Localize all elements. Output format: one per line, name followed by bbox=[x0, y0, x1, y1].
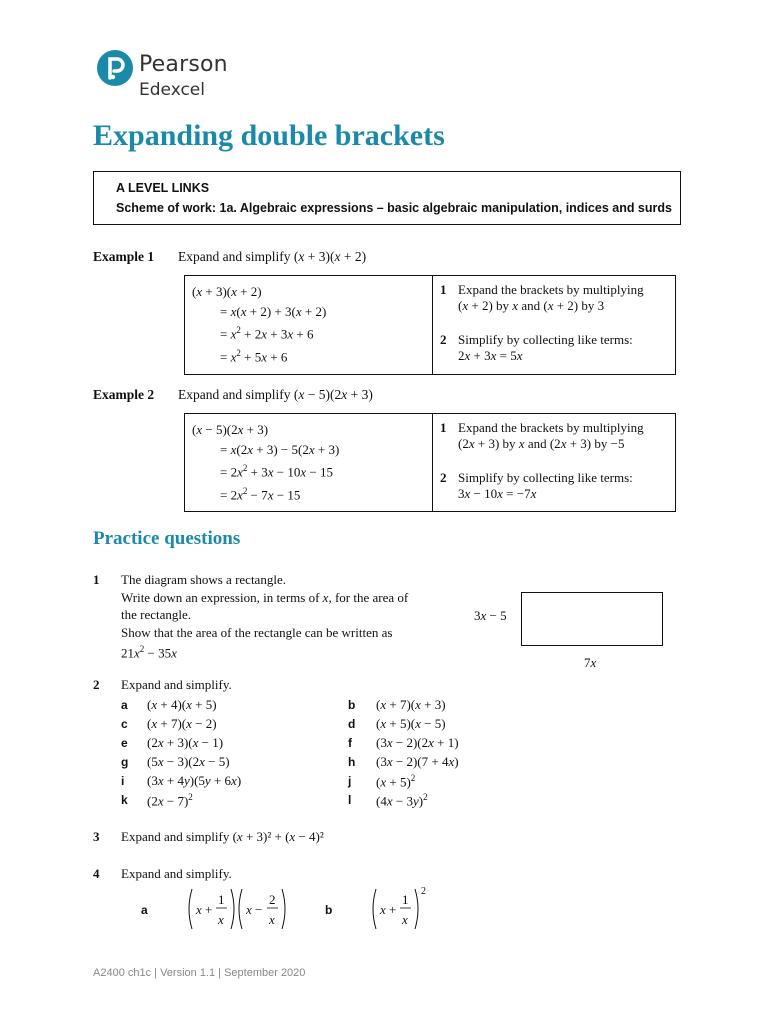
q3-number: 3 bbox=[93, 829, 100, 844]
svg-text:2: 2 bbox=[269, 892, 276, 907]
example-1-task: Expand and simplify (x + 3)(x + 2) bbox=[178, 249, 367, 264]
svg-text:+: + bbox=[205, 902, 213, 917]
list-item: (5x − 3)(2x − 5) bbox=[147, 754, 230, 769]
svg-text:x: x bbox=[269, 912, 275, 927]
q1-number: 1 bbox=[93, 572, 100, 587]
footer-text: A2400 ch1c | Version 1.1 | September 2020 bbox=[93, 967, 306, 979]
svg-text:x: x bbox=[218, 912, 224, 927]
links-scheme: Scheme of work: 1a. Algebraic expressions – basic algebraic manipulation, indices and surds bbox=[116, 201, 672, 215]
practice-heading: Practice questions bbox=[93, 528, 241, 549]
working-line: = x(2x + 3) − 5(2x + 3) bbox=[220, 441, 340, 457]
example-2-box bbox=[184, 413, 676, 512]
example-2-steps bbox=[433, 414, 675, 511]
q4-part-a-label: a bbox=[141, 903, 148, 917]
q4-part-b-label: b bbox=[325, 903, 333, 917]
working-line: = x(x + 2) + 3(x + 2) bbox=[220, 303, 327, 319]
list-item: (3x + 4y)(5y + 6x) bbox=[147, 773, 242, 788]
working-line: = $2x^2 + 3x - 10x - 15$ bbox=[220, 463, 333, 480]
links-heading: A LEVEL LINKS bbox=[116, 181, 210, 195]
q2-text: Expand and simplify. bbox=[121, 677, 232, 692]
svg-text:−: − bbox=[255, 902, 263, 917]
list-item: $(2x - 7)^2$ bbox=[147, 792, 193, 809]
q2-number: 2 bbox=[93, 677, 100, 692]
example-1-working bbox=[185, 276, 433, 374]
list-item: $(x + 5)^2$ bbox=[376, 773, 416, 790]
working-line: (x − 5)(2x + 3) bbox=[192, 422, 269, 437]
svg-text:2: 2 bbox=[421, 886, 426, 897]
svg-text:x: x bbox=[402, 912, 408, 927]
rect-side-label: 3x − 5 bbox=[474, 608, 507, 623]
step-2: 2 Simplify by collecting like terms: 2x + 3x = 5x bbox=[440, 332, 633, 363]
svg-text:1: 1 bbox=[218, 892, 225, 907]
a-level-links-box bbox=[93, 171, 681, 225]
list-item: (x + 4)(x + 5) bbox=[147, 697, 217, 712]
working-line: (x + 3)(x + 2) bbox=[192, 284, 262, 299]
q4-part-b-expression bbox=[370, 882, 434, 939]
step-2: 2 Simplify by collecting like terms: 3x − 10x = −7x bbox=[440, 470, 633, 501]
brand-name: Pearson bbox=[139, 52, 228, 77]
list-item: (2x + 3)(x − 1) bbox=[147, 735, 224, 750]
example-1-steps bbox=[433, 276, 675, 374]
list-item: (x + 5)(x − 5) bbox=[376, 716, 446, 731]
example-2-label: Example 2 bbox=[93, 387, 155, 402]
working-line: = $x^2 + 2x + 3x + 6$ bbox=[220, 325, 314, 342]
list-item: (3x − 2)(7 + 4x) bbox=[376, 754, 459, 769]
pearson-logo-icon bbox=[97, 50, 133, 86]
list-item: (3x − 2)(2x + 1) bbox=[376, 735, 459, 750]
list-item: $(4x - 3y)^2$ bbox=[376, 792, 428, 809]
q4-part-a-expression bbox=[186, 885, 296, 938]
svg-text:1: 1 bbox=[402, 892, 409, 907]
example-1-box bbox=[184, 275, 676, 375]
q4-text: Expand and simplify. bbox=[121, 866, 232, 881]
list-item: (x + 7)(x + 3) bbox=[376, 697, 446, 712]
example-2-task: Expand and simplify (x − 5)(2x + 3) bbox=[178, 387, 373, 402]
svg-text:+: + bbox=[389, 902, 397, 917]
rect-bottom-label: 7x bbox=[584, 655, 597, 670]
svg-text:x: x bbox=[380, 902, 386, 917]
example-2-working bbox=[185, 414, 433, 511]
step-1: 1 Expand the brackets by multiplying (2x + 3) by x and (2x + 3) by −5 bbox=[440, 420, 644, 451]
svg-text:x: x bbox=[246, 902, 252, 917]
q4-number: 4 bbox=[93, 866, 100, 881]
example-1-label: Example 1 bbox=[93, 249, 155, 264]
step-1: 1 Expand the brackets by multiplying (x + 2) by x and (x + 2) by 3 bbox=[440, 282, 644, 313]
brand-sub: Edexcel bbox=[139, 80, 205, 100]
working-line: = $x^2 + 5x + 6$ bbox=[220, 347, 288, 365]
working-line: = $2x^2 - 7x - 15$ bbox=[220, 485, 301, 503]
list-item: (x + 7)(x − 2) bbox=[147, 716, 217, 731]
page-title: Expanding double brackets bbox=[93, 119, 445, 152]
q1-text: The diagram shows a rectangle. Write down an expression, in terms of x, for the area of the rectangle. Show that the area of the rectangle can be written as $21x^2 - 35x$ bbox=[121, 572, 409, 661]
q3-text: Expand and simplify (x + 3)² + (x − 4)² bbox=[121, 829, 324, 844]
rectangle-diagram bbox=[521, 592, 663, 646]
svg-text:x: x bbox=[196, 902, 202, 917]
